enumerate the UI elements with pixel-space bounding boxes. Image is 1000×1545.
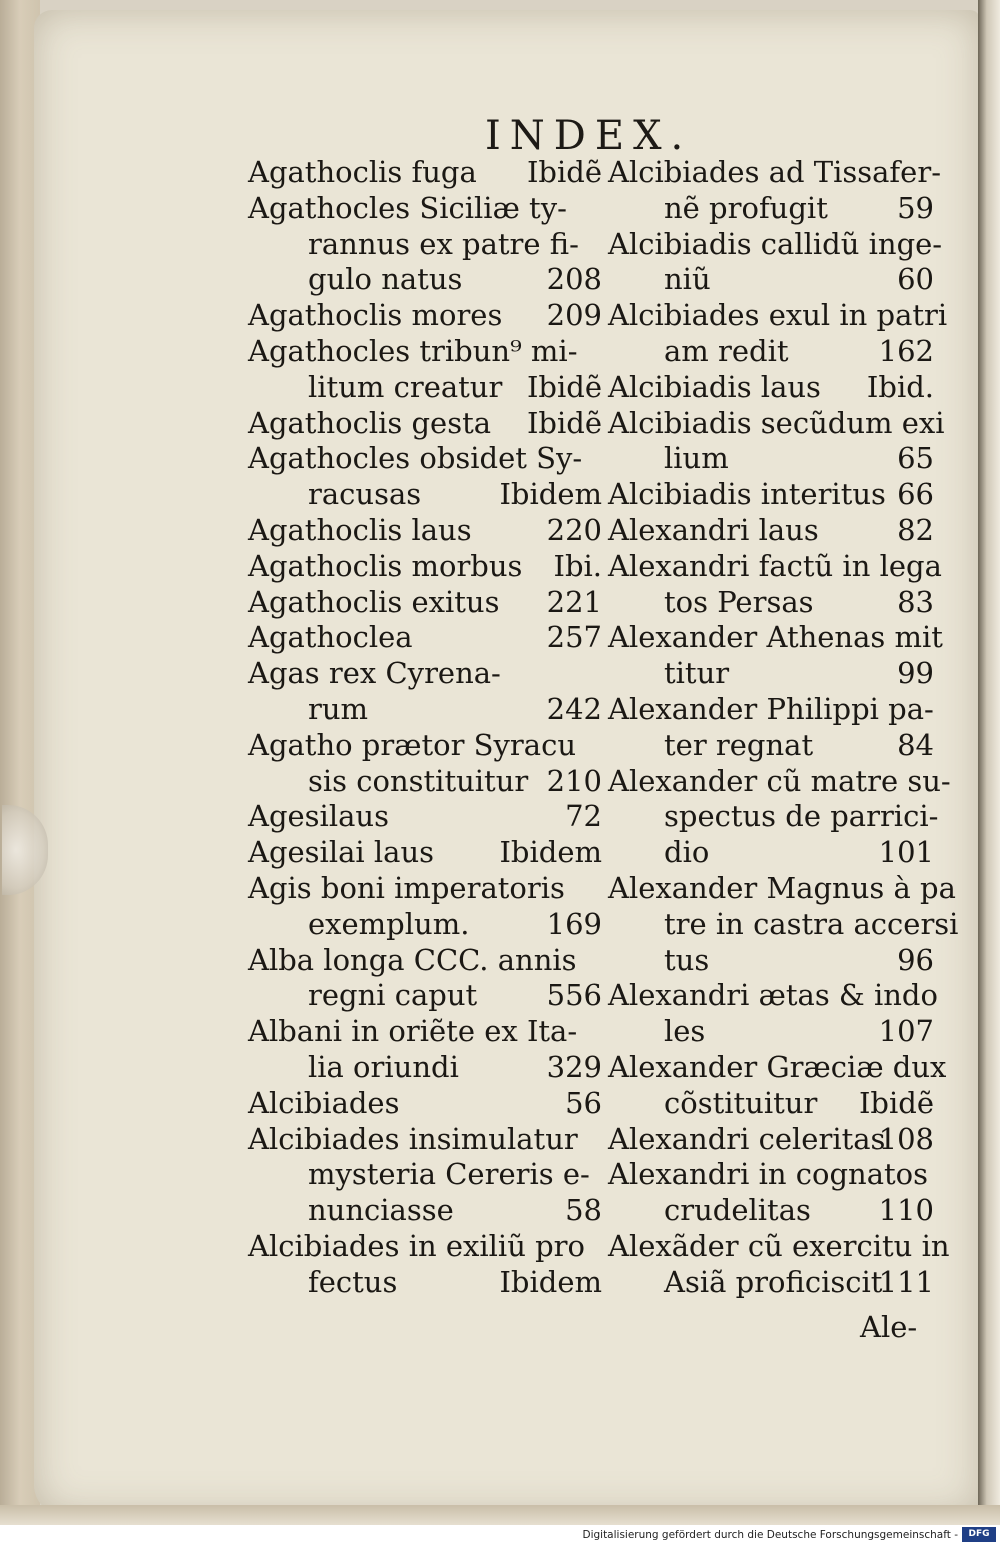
index-entry — [248, 1014, 602, 1050]
entry-text: Alcibiades insimulatur — [248, 1121, 578, 1156]
entry-text: dio — [664, 835, 710, 870]
dfg-logo: DFG — [962, 1527, 996, 1542]
entry-page-ref: Ibidem — [499, 1264, 602, 1299]
entry-page-ref: 101 — [878, 835, 934, 870]
entry-page-ref: Ibidem — [499, 477, 602, 512]
index-entry — [248, 620, 602, 656]
entry-text: ter regnat — [664, 727, 814, 762]
index-entry — [608, 728, 934, 764]
entry-page-ref: 556 — [546, 978, 602, 1013]
index-entry — [248, 477, 602, 513]
entry-page-ref: 209 — [546, 298, 602, 333]
entry-text: rum — [308, 691, 369, 726]
page-right-edge — [978, 0, 1000, 1525]
entry-page-ref: 111 — [878, 1264, 934, 1299]
entry-text: Agathoclea — [248, 620, 413, 655]
index-entry — [608, 513, 934, 549]
index-entry — [608, 548, 942, 585]
entry-page-ref: 162 — [878, 333, 934, 368]
footer-bar — [0, 1525, 1000, 1545]
index-entry — [608, 1228, 950, 1265]
index-entry — [608, 262, 934, 298]
index-entry — [608, 405, 945, 442]
entry-text: Alexandri celeritas — [608, 1121, 886, 1156]
index-entry — [608, 835, 934, 871]
entry-text: Agis boni imperatoris — [248, 870, 565, 905]
entry-text: gulo natus — [308, 262, 463, 297]
entry-text: Alcibiadis secũdum exi — [608, 405, 945, 440]
entry-text: lia oriundi — [308, 1049, 459, 1084]
entry-text: Alexandri factũ in lega — [608, 548, 942, 583]
index-entry — [248, 692, 602, 728]
entry-text: Alexander Athenas mit — [608, 620, 943, 655]
index-entry — [608, 656, 934, 692]
entry-text: am redit — [664, 333, 789, 368]
entry-page-ref: 58 — [565, 1193, 602, 1228]
entry-text: tus — [664, 942, 710, 977]
entry-text: Agesilaus — [248, 799, 389, 834]
index-entry — [608, 1086, 934, 1122]
entry-page-ref: 210 — [546, 763, 602, 798]
index-entry — [608, 799, 939, 835]
index-entry — [608, 1157, 934, 1193]
index-entry — [248, 1122, 602, 1158]
funding-credit: Digitalisierung gefördert durch die Deutsche Forschungsgemeinschaft - — [582, 1529, 958, 1541]
index-entry — [248, 835, 602, 871]
index-entry — [608, 943, 934, 979]
entry-page-ref: 84 — [897, 727, 934, 762]
index-entry — [248, 978, 602, 1014]
entry-text: Alcibiades ad Tissafer- — [608, 155, 941, 189]
entry-text: Alexander Magnus à pa — [608, 870, 956, 905]
entry-page-ref: 59 — [897, 190, 934, 225]
index-entry — [608, 370, 934, 406]
entry-page-ref: 242 — [546, 691, 602, 726]
entry-page-ref: 169 — [546, 906, 602, 941]
index-entry — [608, 906, 959, 943]
entry-text: Alcibiades exul in patri — [608, 298, 948, 333]
entry-page-ref: 107 — [878, 1014, 934, 1049]
index-entry — [248, 907, 602, 943]
entry-text: litum creatur — [308, 369, 503, 404]
entry-text: crudelitas — [664, 1193, 811, 1228]
entry-text: Alexandri in cognatos — [608, 1157, 929, 1192]
entry-page-ref: Ibidem — [499, 835, 602, 870]
entry-text: exemplum. — [308, 906, 470, 941]
entry-text: Agesilai laus — [248, 835, 435, 870]
index-entry — [608, 334, 934, 370]
index-entry — [608, 1014, 934, 1050]
entry-text: Alba longa CCC. annis — [248, 942, 577, 977]
index-entry — [248, 656, 602, 692]
entry-page-ref: 257 — [546, 620, 602, 655]
entry-page-ref: 329 — [546, 1049, 602, 1084]
index-entry — [248, 871, 602, 907]
entry-text: Alexander Philippi pa- — [608, 691, 934, 726]
entry-text: Agathocles Siciliæ ty- — [248, 190, 567, 225]
entry-page-ref: 99 — [897, 656, 934, 691]
index-entry — [248, 298, 602, 334]
index-entry — [248, 1157, 602, 1193]
index-entry — [608, 477, 934, 513]
index-column-right — [608, 155, 959, 1301]
entry-text: Alexander Græciæ dux — [608, 1049, 947, 1084]
entry-text: fectus — [308, 1264, 398, 1299]
catchword: Ale- — [860, 1310, 918, 1344]
index-entry — [608, 441, 934, 477]
index-entry — [248, 513, 602, 549]
index-entry — [248, 227, 602, 263]
index-entry — [608, 191, 934, 227]
index-entry — [248, 191, 602, 227]
entry-text: Alexandri laus — [608, 512, 819, 547]
entry-text: Agathoclis gesta — [248, 405, 492, 440]
index-entry — [248, 406, 602, 442]
index-entry — [248, 549, 602, 585]
entry-text: nẽ profugit — [664, 190, 828, 225]
entry-text: Alcibiades in exiliũ pro — [248, 1228, 585, 1263]
index-entry — [248, 1086, 602, 1122]
index-entry — [248, 585, 602, 621]
entry-page-ref: 96 — [897, 942, 934, 977]
entry-text: les — [664, 1014, 706, 1049]
entry-text: tos Persas — [664, 584, 814, 619]
entry-page-ref: 65 — [897, 441, 934, 476]
entry-text: Alexãder cũ exercitu in — [608, 1228, 950, 1263]
index-entry — [248, 262, 602, 298]
entry-page-ref: 208 — [546, 262, 602, 297]
entry-page-ref: 108 — [878, 1121, 934, 1156]
entry-text: Asiã proficiscit — [664, 1264, 883, 1299]
entry-text: niũ — [664, 262, 711, 297]
entry-text: racusas — [308, 477, 422, 512]
entry-text: titur — [664, 656, 730, 691]
index-entry — [248, 155, 602, 191]
index-entry — [608, 585, 934, 621]
entry-text: Alcibiadis callidũ inge- — [608, 226, 943, 261]
entry-text: Alcibiadis interitus — [608, 477, 886, 512]
entry-text: Agathocles tribun⁹ mi- — [248, 333, 578, 368]
index-entry — [608, 226, 943, 263]
index-entry — [608, 692, 934, 728]
entry-text: Alcibiadis laus — [608, 369, 821, 404]
entry-page-ref: 66 — [897, 477, 934, 512]
entry-page-ref: Ibidẽ — [526, 155, 602, 189]
entry-text: lium — [664, 441, 729, 476]
index-entry — [248, 1193, 602, 1229]
page-title: INDEX. — [485, 113, 693, 159]
entry-page-ref: Ibidẽ — [526, 405, 602, 440]
index-entry — [248, 334, 602, 370]
index-entry — [608, 620, 943, 656]
index-entry — [248, 441, 602, 477]
index-entry — [608, 763, 951, 800]
entry-page-ref: Ibid. — [866, 369, 934, 404]
entry-text: Alexandri ætas & indo — [608, 978, 938, 1013]
index-entry — [608, 870, 956, 907]
entry-page-ref: 60 — [897, 262, 934, 297]
index-entry — [248, 764, 602, 800]
entry-text: regni caput — [308, 978, 478, 1013]
index-column-left — [248, 155, 602, 1301]
index-entry — [608, 298, 948, 334]
entry-page-ref: 56 — [565, 1085, 602, 1120]
entry-text: Agathoclis exitus — [248, 584, 500, 619]
entry-text: Agas rex Cyrena- — [248, 656, 501, 691]
entry-text: sis constituitur — [308, 763, 529, 798]
entry-page-ref: 83 — [897, 584, 934, 619]
index-entry — [608, 155, 941, 191]
entry-page-ref: 72 — [565, 799, 602, 834]
entry-page-ref: Ibidẽ — [526, 369, 602, 404]
entry-text: nunciasse — [308, 1193, 454, 1228]
entry-text: Agathoclis laus — [248, 512, 472, 547]
entry-text: Agathoclis mores — [248, 298, 503, 333]
index-entry — [608, 1049, 947, 1086]
entry-page-ref: Ibidẽ — [858, 1085, 934, 1120]
index-entry — [248, 370, 602, 406]
index-entry — [248, 1229, 602, 1265]
index-entry — [608, 1193, 934, 1229]
page-bottom-edge — [0, 1505, 1000, 1525]
entry-page-ref: Ibi. — [553, 548, 602, 583]
entry-text: Albani in oriẽte ex Ita- — [248, 1014, 578, 1049]
index-entry — [248, 799, 602, 835]
index-entry — [248, 943, 602, 979]
entry-text: mysteria Cereris e- — [308, 1157, 590, 1192]
entry-page-ref: 110 — [878, 1193, 934, 1228]
index-entry — [608, 978, 938, 1014]
entry-page-ref: 82 — [897, 512, 934, 547]
entry-text: spectus de parrici- — [664, 799, 939, 834]
entry-text: Agathoclis fuga — [248, 155, 477, 189]
entry-page-ref: 220 — [546, 512, 602, 547]
entry-text: Alcibiades — [248, 1085, 400, 1120]
entry-text: tre in castra accersi — [664, 906, 959, 941]
index-entry — [608, 1265, 934, 1301]
entry-text: Agathocles obsidet Sy- — [248, 441, 583, 476]
entry-text: cõstituitur — [664, 1085, 818, 1120]
entry-text: Alexander cũ matre su- — [608, 763, 951, 798]
index-entry — [248, 1265, 602, 1301]
entry-text: Agathoclis morbus — [248, 548, 523, 583]
entry-text: rannus ex patre fi- — [308, 226, 579, 261]
entry-page-ref: 221 — [546, 584, 602, 619]
index-entry — [248, 728, 602, 764]
index-entry — [608, 1122, 934, 1158]
entry-text: Agatho prætor Syracu — [248, 727, 577, 762]
index-entry — [248, 1050, 602, 1086]
